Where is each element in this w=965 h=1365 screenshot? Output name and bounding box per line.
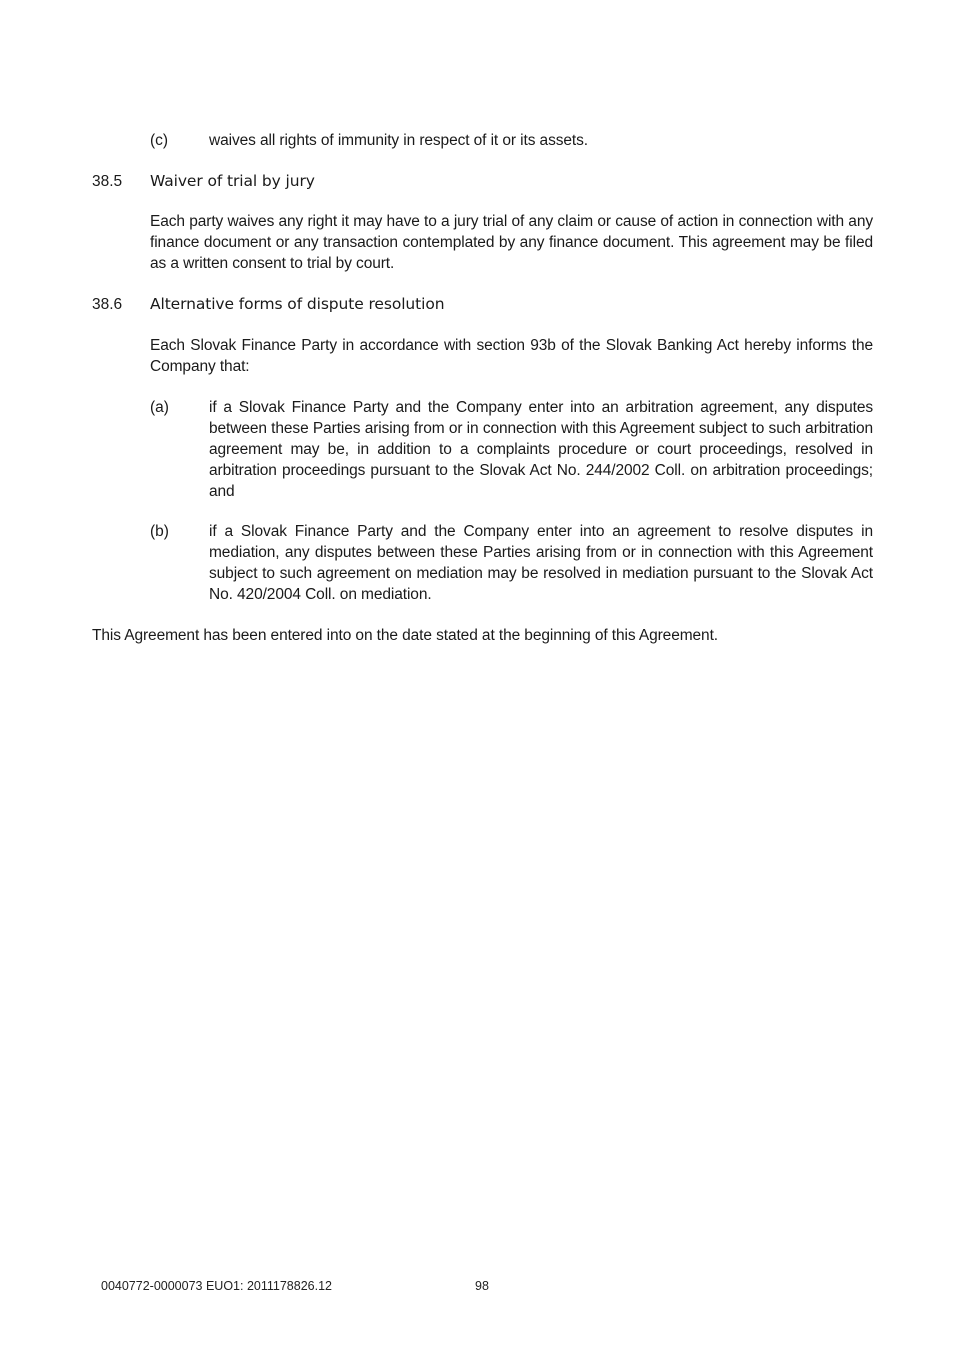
section-38-5-body: Each party waives any right it may have to a jury trial of any claim or cause of action in connection with any finance document or any transaction contemplated by any finance document. This agreement may be filed as a written consent to trial by court. <box>150 213 873 272</box>
section-38-6-intro: Each Slovak Finance Party in accordance with section 93b of the Slovak Banking Act hereby informs the Company that: <box>150 337 873 375</box>
closing-statement: This Agreement has been entered into on the date stated at the beginning of this Agreement. <box>92 627 718 644</box>
section-38-5-title: Waiver of trial by jury <box>150 172 315 190</box>
section-38-5-number: 38.5 <box>92 173 123 190</box>
section-38-6-number: 38.6 <box>92 296 123 313</box>
item-b-text: if a Slovak Finance Party and the Company enter into an agreement to resolve disputes in mediation, any disputes between these Parties arising from or in connection with this Agreement subject to such agreement on mediation may be resolved in mediation pursuant to the Slovak Act No. 420/2004 Coll. on mediation. <box>209 523 873 603</box>
item-c-text: waives all rights of immunity in respect of it or its assets. <box>209 132 588 149</box>
item-a-text: if a Slovak Finance Party and the Company enter into an arbitration agreement, any disputes between these Parties arising from or in connection with this Agreement subject to such arbitration agreement may be, in addition to a complaints procedure or court proceedings, resolved in arbitration proceedings pursuant to the Slovak Act No. 244/2002 Coll. on arbitration proceedings; and <box>209 399 873 500</box>
footer-page-number: 98 <box>475 1279 489 1293</box>
item-c-label: (c) <box>150 132 169 149</box>
section-38-6-title: Alternative forms of dispute resolution <box>150 295 445 313</box>
item-b-label: (b) <box>150 523 169 540</box>
item-a-label: (a) <box>150 399 169 416</box>
footer-reference: 0040772-0000073 EUO1: 2011178826.12 <box>101 1279 332 1293</box>
